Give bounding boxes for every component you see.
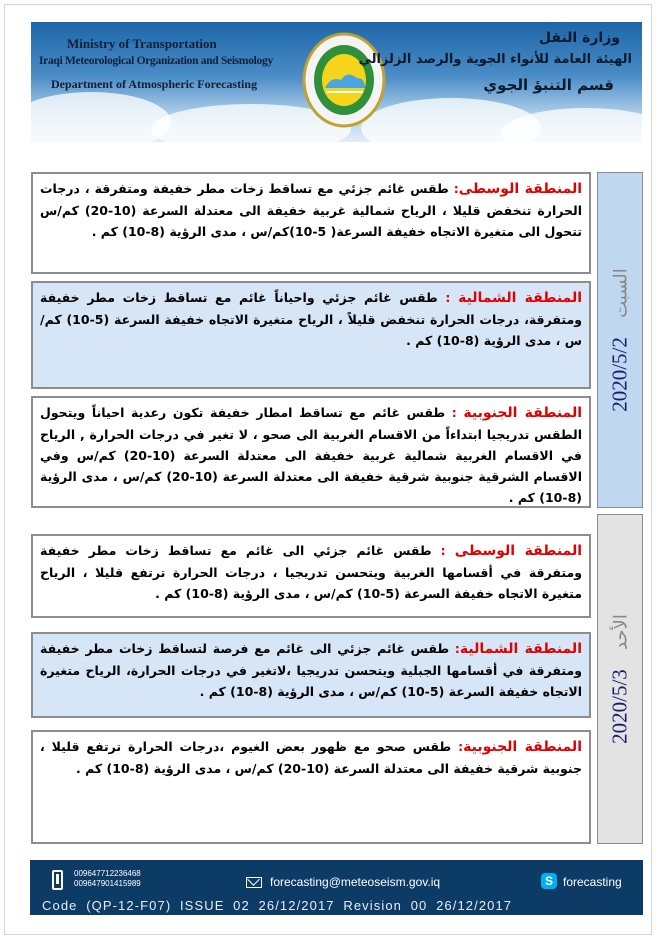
phone-number: 009647901415989 (74, 879, 141, 888)
region-south-day2: المنطقة الجنوبية: طقس صحو مع ظهور بعض الغيوم ،درجات الحرارة ترتفع قليلا ، جنوبية شرقية خفيفة الى معتدلة السرعة (10-20) كم/س ، مدى الرؤية (8-10) كم . (31, 730, 591, 844)
organization-name-en: Iraqi Meteorological Organization and Seismology (39, 55, 273, 67)
region-forecast-text: طقس غائم جزئي الى غائم مع فرصة لتساقط زخات مطر خفيفة ومتفرقة في أقسامها الجبلية ويتحسن تدريجيا ،لاتغير في درجات الحرارة، الرياح متغيرة الاتجاه خفيفة السرعة (5-10) كم/س ، مدى الرؤية (8-10) كم . (40, 641, 582, 699)
region-central-day2: المنطقة الوسطى : طقس غائم جزئي الى غائم مع تساقط زخات مطر خفيفة ومتفرقة في أقسامها الغربية ويتحسن تدريجيا ، درجات الحرارة ترتفع قليلا ، الرياح متغيرة الاتجاه خفيفة السرعة (5-10) كم/س ، مدى الرؤية (8-10) كم . (31, 534, 591, 618)
forecast-date: 2020/5/2 (607, 337, 632, 412)
meteorological-organization-logo (301, 30, 387, 130)
region-north-day2: المنطقة الشمالية: طقس غائم جزئي الى غائم مع فرصة لتساقط زخات مطر خفيفة ومتفرقة في أقسامها الجبلية ويتحسن تدريجيا ،لاتغير في درجات الحرارة، الرياح متغيرة الاتجاه خفيفة السرعة (5-10) كم/س ، مدى الرؤية (8-10) كم . (31, 632, 591, 718)
day-column-sunday (597, 514, 643, 844)
phone-numbers (74, 869, 141, 889)
day-date-label (608, 268, 633, 412)
ministry-name-ar: وزارة النقل (538, 30, 620, 46)
header-banner (31, 22, 642, 142)
document-code-line: Code (QP-12-F07) ISSUE 02 26/12/2017 Revision 00 26/12/2017 (42, 898, 513, 913)
department-name-ar: قسم التنبؤ الجوي (483, 76, 614, 94)
phone-icon (52, 870, 63, 890)
day-name: الأحد (610, 614, 631, 650)
region-name: المنطقة الجنوبية (463, 405, 582, 421)
region-forecast-text: طقس غائم جزئي مع تساقط زخات مطر خفيفة ومتفرقة ، درجات الحرارة تنخفض قليلا ، الرياح شمالية غربية خفيفة الى معتدلة السرعة (10-20) كم/س تتحول الى متغيرة الاتجاه خفيفة السرعة( 5-10)كم/س ، مدى الرؤية (8-10) كم . (40, 181, 582, 239)
region-forecast-text: طقس غائم جزئي الى غائم مع تساقط زخات مطر خفيفة ومتفرقة في أقسامها الغربية ويتحسن تدريجيا ، درجات الحرارة ترتفع قليلا ، الرياح متغيرة الاتجاه خفيفة السرعة (5-10) كم/س ، مدى الرؤية (8-10) كم . (40, 543, 582, 601)
department-name-en: Department of Atmospheric Forecasting (51, 77, 258, 91)
footer-bar (30, 860, 643, 915)
day-column-saturday (597, 172, 643, 508)
skype-handle[interactable]: forecasting (563, 875, 622, 889)
region-name: المنطقة الجنوبية (463, 739, 582, 755)
ministry-name-en: Ministry of Transportation (67, 36, 217, 51)
region-name: المنطقة الشمالية (459, 641, 582, 657)
region-forecast-text: طقس صحو مع ظهور بعض الغيوم ،درجات الحرارة ترتفع قليلا ، جنوبية شرقية خفيفة الى معتدلة السرعة (10-20) كم/س ، مدى الرؤية (8-10) كم . (40, 739, 582, 776)
day-name: السبت (610, 268, 631, 318)
mail-icon (246, 877, 262, 888)
region-name: المنطقة الشمالية (458, 290, 583, 306)
phone-number: 009647712236468 (74, 869, 141, 878)
region-forecast-text: طقس غائم مع تساقط امطار خفيفة تكون رعدية احياناً ويتحول الطقس تدريجيا ابتداءاً من الاقسام الغربية الى صحو ، لا تغير في درجات الحرارة , الرياح في الاقسام الغربية شمالية غربية خفيفة الى معتدلة السرعة (10-20) كم/س وفي الاقسام الشرقية جنوبية شرقية خفيفة الى معتدلة السرعة (10-20) كم/س ، مدى الرؤية (8-10) كم . (40, 405, 582, 505)
day-date-label (608, 614, 633, 744)
cloud-decoration (31, 92, 171, 142)
region-south-day1: المنطقة الجنوبية : طقس غائم مع تساقط امطار خفيفة تكون رعدية احياناً ويتحول الطقس تدريجيا ابتداءاً من الاقسام الغربية الى صحو ، لا تغير في درجات الحرارة , الرياح في الاقسام الغربية شمالية غربية خفيفة الى معتدلة السرعة (10-20) كم/س وفي الاقسام الشرقية جنوبية شرقية خفيفة الى معتدلة السرعة (10-20) كم/س ، مدى الرؤية (8-10) كم . (31, 396, 591, 508)
region-central-day1: المنطقة الوسطى: طقس غائم جزئي مع تساقط زخات مطر خفيفة ومتفرقة ، درجات الحرارة تنخفض قليلا ، الرياح شمالية غربية خفيفة الى معتدلة السرعة (10-20) كم/س تتحول الى متغيرة الاتجاه خفيفة السرعة( 5-10)كم/س ، مدى الرؤية (8-10) كم . (31, 172, 591, 274)
region-name: المنطقة الوسطى (458, 181, 583, 197)
region-name: المنطقة الوسطى (454, 543, 582, 559)
region-forecast-text: طقس غائم جزئي واحياناً غائم مع تساقط زخات مطر خفيفة ومتفرقة، درجات الحرارة تنخفض قليلاً ، الرياح متغيرة الاتجاه خفيفة السرعة (5-10) كم/س ، مدى الرؤية (8-10) كم . (40, 290, 582, 348)
email-link[interactable]: forecasting@meteoseism.gov.iq (270, 875, 441, 889)
forecast-date: 2020/5/3 (607, 669, 632, 744)
region-north-day1: المنطقة الشمالية : طقس غائم جزئي واحياناً غائم مع تساقط زخات مطر خفيفة ومتفرقة، درجات الحرارة تنخفض قليلاً ، الرياح متغيرة الاتجاه خفيفة السرعة (5-10) كم/س ، مدى الرؤية (8-10) كم . (31, 281, 591, 389)
skype-icon: S (541, 873, 557, 889)
organization-name-ar: الهيئة العامة للأنواء الجوية والرصد الزلزالي (358, 52, 632, 67)
